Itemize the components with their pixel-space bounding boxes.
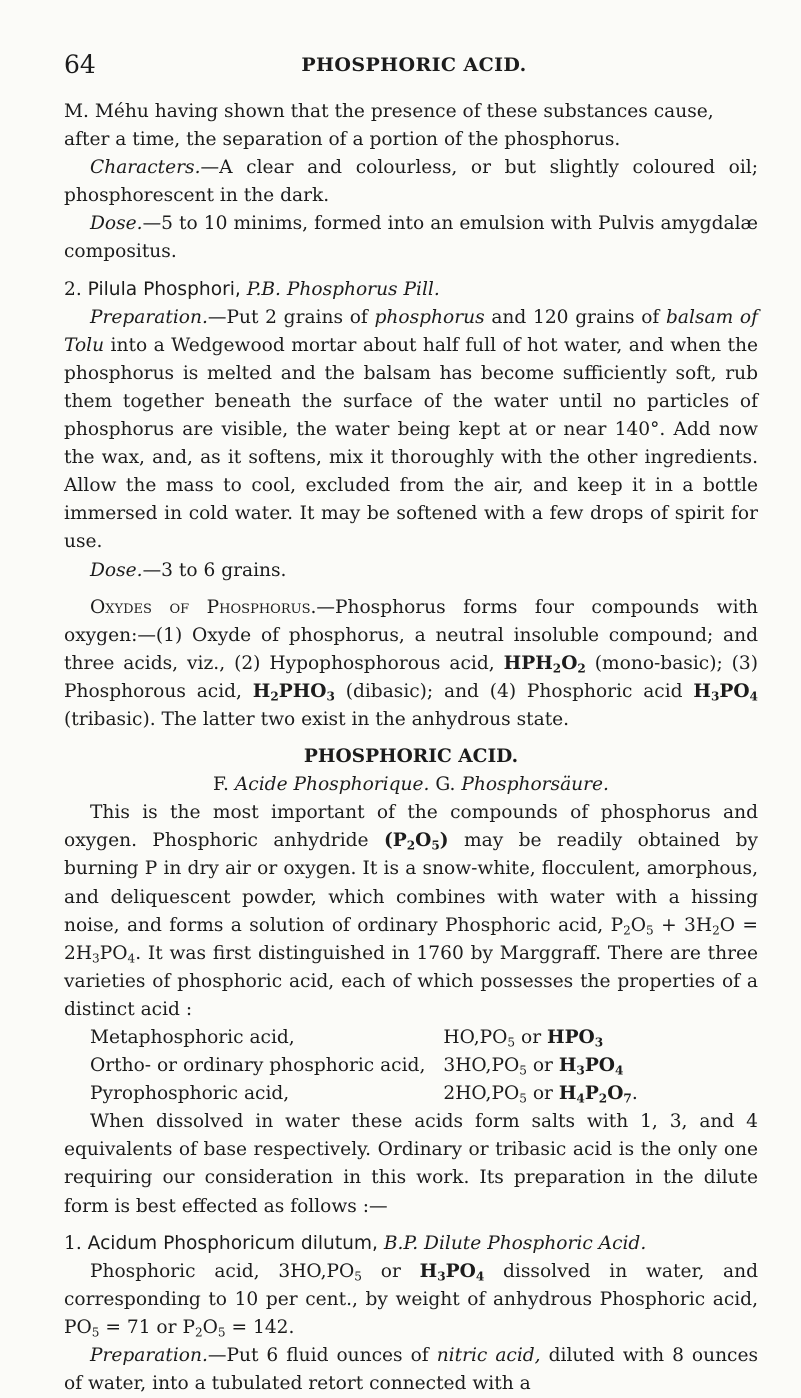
formula-phosphorous: $H_2PHO_3$ xyxy=(252,680,335,704)
equation-hydration: $P_2O_5 + 3H_2O = 2H_3PO_4$. xyxy=(64,914,758,966)
paragraph-salts: When dissolved in water these acids form salts with 1, 3, and 4 equivalents of base respectively. Ordinary or tribasic acid is the only one requiring our consideration in this work. Its preparation in the dilute form is best effected as follows :— xyxy=(64,1111,758,1217)
table-row: Metaphosphoric acid, $HO,PO_5$ or $HPO_3$ xyxy=(90,1027,604,1050)
section-title: PHOSPHORIC ACID. xyxy=(303,746,519,768)
page-number: 64 xyxy=(64,50,96,79)
acid-varieties-table xyxy=(90,1024,638,1108)
formula-hypophosphorous: $HPH_2O_2$ xyxy=(503,652,586,676)
table-row: Ortho- or ordinary phosphoric acid, $3HO,PO_5$ or $H_3PO_4$ xyxy=(90,1055,624,1078)
paragraph-dilute-preparation: Preparation.—Put 6 fluid ounces of nitric acid, diluted with 8 ounces of water, into a tubulated retort connected with a xyxy=(64,1345,759,1395)
formula-phosphoric: $H_3PO_4$ xyxy=(693,680,758,704)
table-row: Pyrophosphoric acid, $2HO,PO_5$ or $H_4P_2O_7$. xyxy=(90,1083,638,1106)
paragraph-oxydes: Oxydes of Phosphorus.—Phosphorus forms four compounds with oxygen:—(1) Oxyde of phosphorus, a neutral insoluble compound; and three acids, viz., (2) Hypophosphorous acid, $HPH_2O_2$ (mono-basic); (3) Phosphorous acid, $H_2PHO_3$ (dibasic); and (4) Phosphoric acid $H_3PO_4$ (tribasic). The latter two exist in the anhydrous state. xyxy=(64,596,758,730)
page-header xyxy=(64,50,764,80)
paragraph-dilute-description: Phosphoric acid, $3HO,PO_5$ or $H_3PO_4$ dissolved in water, and corresponding to 10 per cent., by weight of anhydrous Phosphoric acid, $PO_5 = 71$ or $P_2O_5 = 142$. xyxy=(64,1260,758,1340)
heading-dilute-acid: 1. Acidum Phosphoricum dilutum, B.P. Dilute Phosphoric Acid. xyxy=(64,1232,647,1254)
section-names: F. Acide Phosphorique. G. Phosphorsäure. xyxy=(213,774,609,796)
paragraph-characters: Characters.—A clear and colourless, or but slightly coloured oil; phosphorescent in the dark. xyxy=(64,157,758,207)
paragraph-dose: Dose.—5 to 10 minims, formed into an emulsion with Pulvis amygdalæ compositus. xyxy=(64,213,758,263)
running-head: PHOSPHORIC ACID. xyxy=(301,54,527,76)
paragraph-pill-preparation: Preparation.—Put 2 grains of phosphorus and 120 grains of balsam of Tolu into a Wedgewood mortar about half full of hot water, and when the phosphorus is melted and the balsam has become sufficiently soft, rub them together beneath the surface of the water until no particles of phosphorus are visible, the water being kept at or near 140°. Add now the wax, and, as it softens, mix it thoroughly with the other ingredients. Allow the mass to cool, excluded from the air, and keep it in a bottle immersed in cold water. It may be softened with a few drops of spirit for use. xyxy=(64,306,759,553)
paragraph-pill-dose: Dose.—3 to 6 grains. xyxy=(90,559,287,581)
paragraph-mehu: M. Méhu having shown that the presence of these substances cause, after a time, the separation of a portion of the phosphorus. xyxy=(64,101,714,151)
heading-phosphorus-pill: 2. Pilula Phosphori, P.B. Phosphorus Pill. xyxy=(64,278,440,300)
page-body xyxy=(64,98,758,1398)
paragraph-phosphoric-intro: This is the most important of the compounds of phosphorus and oxygen. Phosphoric anhydride $(P_2O_5)$ may be readily obtained by burning P in dry air or oxygen. It is a snow-white, flocculent, amorphous, and deliquescent powder, which combines with water with a hissing noise, and forms a solution of ordinary Phosphoric acid, $P_2O_5 + 3H_2O = 2H_3PO_4$. It was first distinguished in 1760 by Marggraff. There are three varieties of phosphoric acid, each of which possesses the properties of a distinct acid : xyxy=(64,802,758,1020)
